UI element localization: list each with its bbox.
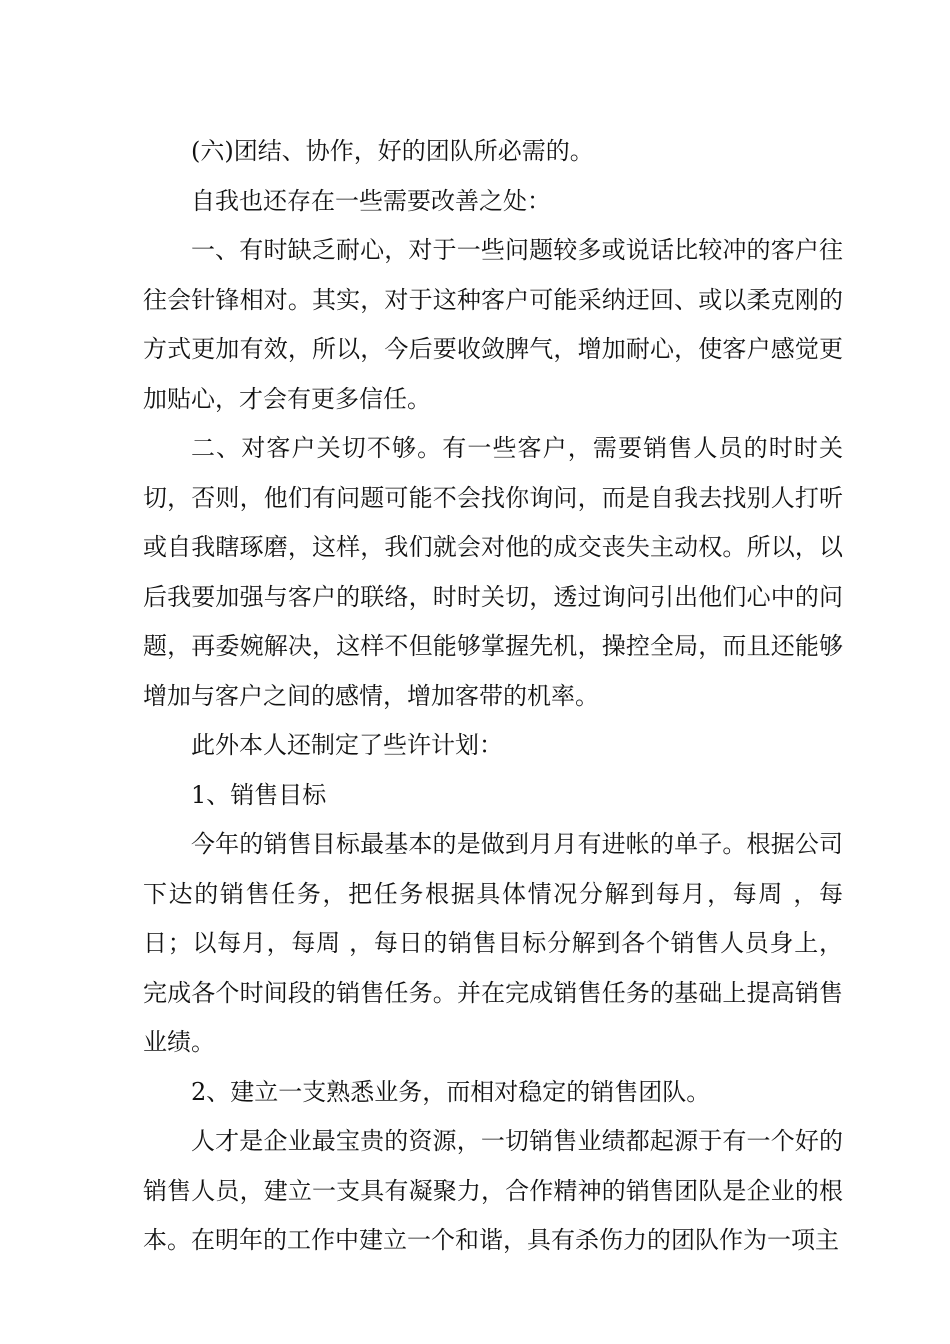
- paragraph-patience: 一、有时缺乏耐心，对于一些问题较多或说话比较冲的客户往往会针锋相对。其实，对于这种客户可能采纳迂回、或以柔克刚的方式更加有效，所以，今后要收敛脾气，增加耐心，使客户感觉更加贴心，才会有更多信任。: [143, 236, 843, 413]
- paragraph-customer-care: 二、对客户关切不够。有一些客户，需要销售人员的时时关切，否则，他们有问题可能不会找你询问，而是自我去找别人打听或自我瞎琢磨，这样，我们就会对他的成交丧失主动权。所以，以后我要加强与客户的联络，时时关切，透过询问引出他们心中的问题，再委婉解决，这样不但能够掌握先机，操控全局，而且还能够增加与客户之间的感情，增加客带的机率。: [143, 434, 843, 710]
- heading-sales-target: 1、销售目标: [191, 780, 327, 809]
- document-body: [143, 127, 843, 1266]
- heading-sales-team: 2、建立一支熟悉业务，而相对稳定的销售团队。: [191, 1077, 711, 1106]
- paragraph-unity-cooperation: (六)团结、协作，好的团队所必需的。: [191, 137, 594, 165]
- paragraph-plans-intro: 此外本人还制定了些许计划：: [191, 731, 503, 759]
- paragraph-sales-team: 人才是企业最宝贵的资源，一切销售业绩都起源于有一个好的销售人员，建立一支具有凝聚力，合作精神的销售团队是企业的根本。在明年的工作中建立一个和谐，具有杀伤力的团队作为一项主: [143, 1127, 843, 1254]
- paragraph-improvements-intro: 自我也还存在一些需要改善之处：: [191, 186, 551, 215]
- paragraph-sales-target: 今年的销售目标最基本的是做到月月有进帐的单子。根据公司下达的销售任务，把任务根据具体情况分解到每月，每周 ，每日；以每月，每周 ，每日的销售目标分解到各个销售人员身上，完成各个时间段的销售任务。并在完成销售任务的基础上提高销售业绩。: [143, 830, 843, 1056]
